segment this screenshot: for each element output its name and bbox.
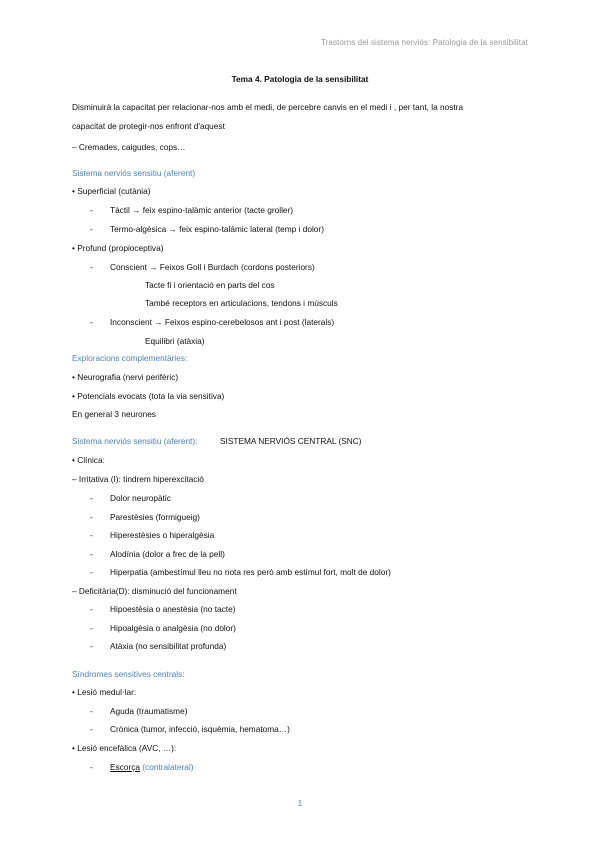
item-hiperestesies: Hiperestèsies o hiperalgèsia bbox=[110, 530, 215, 540]
dash-marker: - bbox=[90, 512, 93, 522]
bullet-neurografia: • Neurografia (nervi perifèric) bbox=[72, 372, 179, 382]
dash-marker: - bbox=[90, 604, 93, 614]
sub-receptors: També receptors en articulacions, tendons i músculs bbox=[145, 298, 338, 308]
text-neurones: En general 3 neurones bbox=[72, 409, 156, 419]
item-inconscient: Inconscient → Feixos espino-cerebelosos ant i post (laterals) bbox=[110, 317, 335, 327]
dash-marker: - bbox=[90, 706, 93, 716]
bullet-clinica: • Clínica: bbox=[72, 455, 105, 465]
item-aguda: Aguda (traumatisme) bbox=[110, 706, 188, 716]
dash-marker: - bbox=[90, 724, 93, 734]
bullet-superficial: • Superficial (cutània) bbox=[72, 186, 151, 196]
item-hipoestesia: Hipoestèsia o anestèsia (no tacte) bbox=[110, 604, 236, 614]
bullet-lesio-medullar: • Lesió medul·lar: bbox=[72, 687, 137, 697]
section-heading-sindromes: Síndromes sensitives centrals: bbox=[72, 669, 185, 679]
item-escorca-note: (contralateral) bbox=[142, 762, 194, 772]
item-conscient: Conscient → Feixos Goll i Burdach (cordons posteriors) bbox=[110, 262, 315, 272]
dash-marker: - bbox=[90, 224, 93, 234]
dash-marker: - bbox=[90, 530, 93, 540]
sub-tacte-fi: Tacte fi i orientació en parts del cos bbox=[145, 280, 275, 290]
dash-marker: - bbox=[90, 317, 93, 327]
section-heading-snc: Sistema nerviós sensitiu (aferent): bbox=[72, 436, 198, 446]
irritativa-heading: – Irritativa (I): tindrem hiperexcitació bbox=[72, 474, 204, 484]
bullet-profund: • Profund (propioceptiva) bbox=[72, 243, 164, 253]
intro-line-2: capacitat de protegir-nos enfront d'aquest bbox=[72, 121, 225, 131]
bullet-lesio-encefalica: • Lesió encefàlica (AVC, …): bbox=[72, 743, 177, 753]
dash-marker: - bbox=[90, 567, 93, 577]
item-dolor-neuropatic: Dolor neuropàtic bbox=[110, 493, 171, 503]
item-cronica: Crònica (tumor, infecció, isquèmia, hematoma…) bbox=[110, 724, 290, 734]
item-ataxia: Atàxia (no sensibilitat profunda) bbox=[110, 641, 227, 651]
dash-marker: - bbox=[90, 205, 93, 215]
sub-equilibri: Equilibri (atàxia) bbox=[145, 336, 205, 346]
deficitaria-heading: – Deficitària(D): disminució del funcionament bbox=[72, 586, 237, 596]
item-hipoalgesia: Hipoalgèsia o analgèsia (no dolor) bbox=[110, 623, 236, 633]
document-title: Tema 4. Patologia de la sensibilitat bbox=[231, 74, 369, 84]
item-hiperpatia: Hiperpatia (ambestímul lleu no nota res però amb estímul fort, molt de dolor) bbox=[110, 567, 391, 577]
item-parestesies: Parestèsies (formigueig) bbox=[110, 512, 200, 522]
dash-marker: - bbox=[90, 549, 93, 559]
item-tactil: Tàctil → feix espino-talàmic anterior (tacte groller) bbox=[110, 205, 294, 215]
section-heading-snc-caps: SISTEMA NERVIÓS CENTRAL (SNC) bbox=[220, 436, 362, 446]
dash-marker: - bbox=[90, 493, 93, 503]
dash-marker: - bbox=[90, 262, 93, 272]
page-number: 1 bbox=[297, 798, 303, 808]
item-termo: Termo-algèsica → feix espino-talàmic lateral (temp i dolor) bbox=[110, 224, 324, 234]
item-alodinia: Alodínia (dolor a frec de la pell) bbox=[110, 549, 225, 559]
running-header: Trastorns del sistema nerviós: Patologia de la sensibilitat bbox=[320, 38, 528, 47]
section-heading-afferent: Sistema nerviós sensitiu (aferent) bbox=[72, 168, 196, 178]
section-heading-exploracions: Exploracions complementàries: bbox=[72, 353, 188, 363]
intro-line-1: Disminuirà la capacitat per relacionar-nos amb el medi, de percebre canvis en el medi i , per tant, la nostra bbox=[72, 102, 464, 112]
bullet-potencials: • Potencials evocats (tota la via sensitiva) bbox=[72, 391, 225, 401]
dash-marker: - bbox=[90, 762, 93, 772]
item-escorca bbox=[110, 761, 193, 773]
item-escorca-label: Escorça bbox=[110, 762, 140, 772]
dash-marker: - bbox=[90, 641, 93, 651]
dash-marker: - bbox=[90, 623, 93, 633]
intro-line-3: – Cremades, caigudes, cops… bbox=[72, 142, 186, 152]
